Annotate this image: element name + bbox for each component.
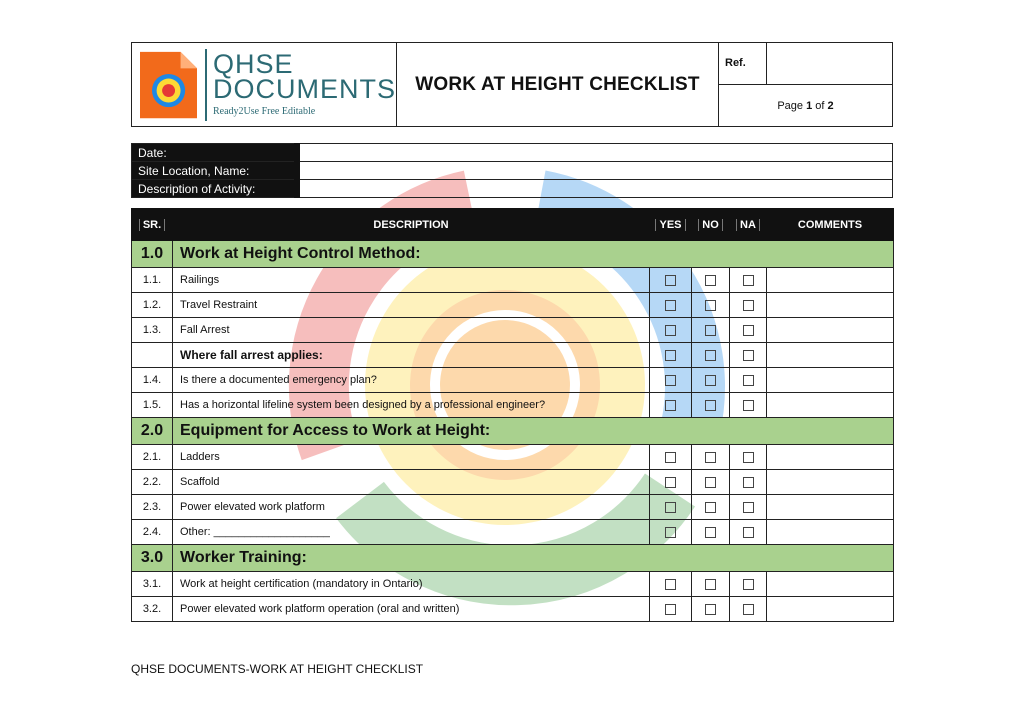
checklist-row bbox=[132, 293, 894, 318]
item-number: 2.4. bbox=[132, 520, 173, 545]
yes-checkbox[interactable] bbox=[665, 350, 676, 361]
comments-field[interactable] bbox=[767, 368, 894, 393]
info-row-activity bbox=[132, 180, 893, 198]
page-number bbox=[719, 85, 892, 126]
yes-checkbox[interactable] bbox=[665, 375, 676, 386]
logo-line1: QHSE bbox=[213, 49, 294, 79]
item-description: Fall Arrest bbox=[173, 318, 650, 343]
site-location-field[interactable] bbox=[297, 162, 893, 180]
logo-line2: DOCUMENTS bbox=[213, 74, 396, 104]
checklist-row bbox=[132, 445, 894, 470]
checklist-row bbox=[132, 318, 894, 343]
section-title: Equipment for Access to Work at Height: bbox=[173, 418, 894, 445]
item-number: 1.5. bbox=[132, 393, 173, 418]
comments-field[interactable] bbox=[767, 318, 894, 343]
ref-value-field[interactable] bbox=[767, 43, 892, 84]
column-header-na: NA bbox=[730, 209, 767, 241]
ref-cell bbox=[719, 43, 892, 126]
title-cell bbox=[397, 43, 719, 126]
section-row bbox=[132, 545, 894, 572]
no-checkbox[interactable] bbox=[705, 325, 716, 336]
document-header bbox=[131, 42, 893, 127]
yes-checkbox[interactable] bbox=[665, 604, 676, 615]
item-description: Power elevated work platform bbox=[173, 495, 650, 520]
section-row bbox=[132, 418, 894, 445]
comments-field[interactable] bbox=[767, 268, 894, 293]
logo bbox=[132, 43, 397, 126]
item-description: Ladders bbox=[173, 445, 650, 470]
column-header-comments: COMMENTS bbox=[767, 209, 894, 241]
checklist-row bbox=[132, 368, 894, 393]
page-total: 2 bbox=[827, 99, 834, 112]
item-subheading: Where fall arrest applies: bbox=[173, 343, 650, 368]
item-description: Work at height certification (mandatory in Ontario) bbox=[173, 572, 650, 597]
comments-field[interactable] bbox=[767, 470, 894, 495]
item-description: Has a horizontal lifeline system been designed by a professional engineer? bbox=[173, 393, 650, 418]
info-row-site bbox=[132, 162, 893, 180]
no-checkbox[interactable] bbox=[705, 477, 716, 488]
item-number: 1.2. bbox=[132, 293, 173, 318]
checklist-row bbox=[132, 520, 894, 545]
date-field[interactable] bbox=[297, 144, 893, 162]
yes-checkbox[interactable] bbox=[665, 477, 676, 488]
column-header-no: NO bbox=[692, 209, 730, 241]
checklist-row bbox=[132, 597, 894, 622]
item-number: 2.1. bbox=[132, 445, 173, 470]
page-current: 1 bbox=[806, 99, 813, 112]
checklist-row bbox=[132, 572, 894, 597]
no-checkbox[interactable] bbox=[705, 604, 716, 615]
no-checkbox[interactable] bbox=[705, 400, 716, 411]
section-number: 1.0 bbox=[132, 241, 173, 268]
logo-divider bbox=[205, 49, 207, 121]
logo-text bbox=[213, 49, 396, 117]
na-checkbox[interactable] bbox=[743, 527, 754, 538]
section-row bbox=[132, 241, 894, 268]
column-header-sr: SR. bbox=[132, 209, 173, 241]
checklist-row bbox=[132, 495, 894, 520]
column-header-yes: YES bbox=[650, 209, 692, 241]
logo-tagline: Ready2Use Free Editable bbox=[213, 106, 316, 117]
na-checkbox[interactable] bbox=[743, 502, 754, 513]
checklist-row bbox=[132, 343, 894, 368]
column-header-row bbox=[132, 209, 894, 241]
ref-label: Ref. bbox=[719, 43, 767, 84]
info-table bbox=[131, 143, 893, 198]
na-checkbox[interactable] bbox=[743, 375, 754, 386]
na-checkbox[interactable] bbox=[743, 300, 754, 311]
comments-field[interactable] bbox=[767, 495, 894, 520]
comments-field[interactable] bbox=[767, 343, 894, 368]
yes-checkbox[interactable] bbox=[665, 325, 676, 336]
item-number: 3.1. bbox=[132, 572, 173, 597]
no-checkbox[interactable] bbox=[705, 452, 716, 463]
info-label: Site Location, Name: bbox=[132, 162, 297, 180]
item-number: 3.2. bbox=[132, 597, 173, 622]
section-number: 3.0 bbox=[132, 545, 173, 572]
yes-checkbox[interactable] bbox=[665, 452, 676, 463]
column-header-description: DESCRIPTION bbox=[173, 209, 650, 241]
comments-field[interactable] bbox=[767, 393, 894, 418]
info-label: Date: bbox=[132, 144, 297, 162]
yes-checkbox[interactable] bbox=[665, 579, 676, 590]
checklist-table bbox=[131, 208, 894, 622]
na-checkbox[interactable] bbox=[743, 477, 754, 488]
na-checkbox[interactable] bbox=[743, 579, 754, 590]
item-number bbox=[132, 343, 173, 368]
section-number: 2.0 bbox=[132, 418, 173, 445]
item-number: 2.3. bbox=[132, 495, 173, 520]
page-prefix: Page bbox=[777, 99, 804, 112]
section-title: Worker Training: bbox=[173, 545, 894, 572]
comments-field[interactable] bbox=[767, 293, 894, 318]
na-checkbox[interactable] bbox=[743, 452, 754, 463]
yes-checkbox[interactable] bbox=[665, 502, 676, 513]
comments-field[interactable] bbox=[767, 520, 894, 545]
item-description: Other: ___________________ bbox=[173, 520, 650, 545]
item-description: Scaffold bbox=[173, 470, 650, 495]
item-description: Travel Restraint bbox=[173, 293, 650, 318]
na-checkbox[interactable] bbox=[743, 604, 754, 615]
page-footer: QHSE DOCUMENTS-WORK AT HEIGHT CHECKLIST bbox=[131, 662, 424, 676]
yes-checkbox[interactable] bbox=[665, 275, 676, 286]
item-number: 1.1. bbox=[132, 268, 173, 293]
no-checkbox[interactable] bbox=[705, 350, 716, 361]
document-logo-icon bbox=[140, 49, 197, 121]
checklist-row bbox=[132, 268, 894, 293]
comments-field[interactable] bbox=[767, 445, 894, 470]
no-checkbox[interactable] bbox=[705, 579, 716, 590]
yes-checkbox[interactable] bbox=[665, 400, 676, 411]
section-title: Work at Height Control Method: bbox=[173, 241, 894, 268]
comments-field[interactable] bbox=[767, 572, 894, 597]
checklist-row bbox=[132, 393, 894, 418]
na-checkbox[interactable] bbox=[743, 275, 754, 286]
item-number: 1.3. bbox=[132, 318, 173, 343]
yes-checkbox[interactable] bbox=[665, 527, 676, 538]
item-number: 2.2. bbox=[132, 470, 173, 495]
document-title: WORK AT HEIGHT CHECKLIST bbox=[415, 73, 700, 95]
item-description: Railings bbox=[173, 268, 650, 293]
no-checkbox[interactable] bbox=[705, 300, 716, 311]
activity-description-field[interactable] bbox=[297, 180, 893, 198]
item-description: Power elevated work platform operation (oral and written) bbox=[173, 597, 650, 622]
checklist-row bbox=[132, 470, 894, 495]
no-checkbox[interactable] bbox=[705, 375, 716, 386]
na-checkbox[interactable] bbox=[743, 325, 754, 336]
item-number: 1.4. bbox=[132, 368, 173, 393]
ref-row bbox=[719, 43, 892, 85]
comments-field[interactable] bbox=[767, 597, 894, 622]
item-description: Is there a documented emergency plan? bbox=[173, 368, 650, 393]
no-checkbox[interactable] bbox=[705, 502, 716, 513]
page-of: of bbox=[815, 99, 825, 112]
info-label: Description of Activity: bbox=[132, 180, 297, 198]
info-row-date bbox=[132, 144, 893, 162]
yes-checkbox[interactable] bbox=[665, 300, 676, 311]
na-checkbox[interactable] bbox=[743, 400, 754, 411]
no-checkbox[interactable] bbox=[705, 275, 716, 286]
na-checkbox[interactable] bbox=[743, 350, 754, 361]
no-checkbox[interactable] bbox=[705, 527, 716, 538]
